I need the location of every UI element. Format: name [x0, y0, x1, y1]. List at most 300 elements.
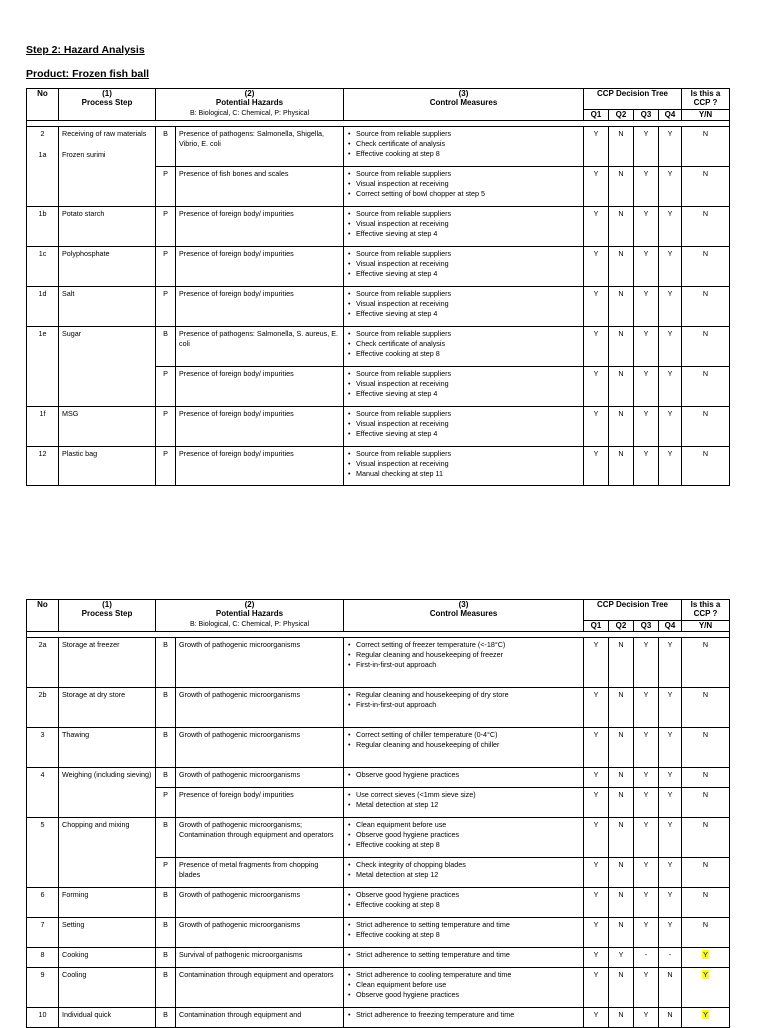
q4-answer: Y	[659, 207, 682, 247]
q4-answer: Y	[659, 818, 682, 858]
q1-answer: Y	[584, 367, 609, 407]
control-item: • Effective cooking at step 8	[347, 149, 580, 159]
is-ccp-answer	[682, 948, 730, 968]
control-item: • Source from reliable suppliers	[347, 249, 580, 259]
ccp-value: Y	[703, 1010, 708, 1020]
hazard-type: B	[156, 728, 176, 768]
step-number: 12	[38, 449, 47, 459]
header-yn: Y/N	[682, 109, 730, 121]
control-item: • Source from reliable suppliers	[347, 369, 580, 379]
q4-answer: Y	[659, 888, 682, 918]
header-is-ccp: Is this a CCP ?	[682, 89, 730, 110]
table-row	[27, 888, 730, 918]
sub-process-step: Frozen surimi	[62, 150, 106, 160]
process-step-cell	[59, 728, 156, 768]
potential-hazard: Presence of foreign body/ impurities	[176, 447, 344, 486]
hazard-type: B	[156, 968, 176, 1008]
q3-answer: Y	[634, 688, 659, 728]
control-list	[347, 690, 580, 709]
control-list	[347, 249, 580, 278]
potential-hazard: Presence of pathogens: Salmonella, Shigella, Vibrio, E. coli	[176, 127, 344, 167]
process-step-cell	[59, 327, 156, 407]
q4-answer: N	[659, 968, 682, 1008]
table-row	[27, 407, 730, 447]
q2-answer: N	[609, 858, 634, 888]
q3-answer: Y	[634, 447, 659, 486]
control-list	[347, 950, 580, 960]
control-item: • Manual checking at step 11	[347, 469, 580, 479]
potential-hazard: Presence of fish bones and scales	[176, 167, 344, 207]
q3-answer: Y	[634, 327, 659, 367]
hazard-type: B	[156, 918, 176, 948]
ccp-value: N	[702, 730, 709, 740]
potential-hazard: Presence of foreign body/ impurities	[176, 367, 344, 407]
step-number-cell	[27, 948, 59, 968]
ccp-value: N	[702, 790, 709, 800]
potential-hazard: Growth of pathogenic microorganisms	[176, 688, 344, 728]
process-step-cell	[59, 127, 156, 207]
ccp-value: N	[702, 409, 709, 419]
potential-hazard: Growth of pathogenic microorganisms	[176, 888, 344, 918]
control-list	[347, 970, 580, 999]
is-ccp-answer	[682, 247, 730, 287]
q3-answer: Y	[634, 167, 659, 207]
table-2-body	[27, 632, 730, 1028]
table-row	[27, 247, 730, 287]
q3-answer: Y	[634, 858, 659, 888]
control-list	[347, 730, 580, 749]
control-item: • Correct setting of freezer temperature (<-18°C)	[347, 640, 580, 650]
ccp-value: N	[702, 449, 709, 459]
q4-answer: Y	[659, 127, 682, 167]
ccp-value: N	[702, 860, 709, 870]
process-step: Receiving of raw materials	[62, 129, 147, 139]
header-process-step: (1) Process Step	[59, 89, 156, 121]
q1-answer: Y	[584, 858, 609, 888]
q1-answer: Y	[584, 768, 609, 788]
ccp-value: N	[702, 169, 709, 179]
control-measures	[344, 688, 584, 728]
control-item: • Effective cooking at step 8	[347, 900, 580, 910]
potential-hazard: Growth of pathogenic microorganisms	[176, 918, 344, 948]
control-measures	[344, 818, 584, 858]
control-item: • Check certificate of analysis	[347, 339, 580, 349]
header-q1: Q1	[584, 620, 609, 632]
hazard-type: P	[156, 858, 176, 888]
step-number: 9	[40, 970, 45, 980]
step-number-cell	[27, 407, 59, 447]
q2-answer: N	[609, 888, 634, 918]
q4-answer: Y	[659, 447, 682, 486]
control-item: • Effective cooking at step 8	[347, 930, 580, 940]
q4-answer: Y	[659, 167, 682, 207]
step-number: 1b	[38, 209, 47, 219]
control-measures	[344, 788, 584, 818]
q4-answer: Y	[659, 768, 682, 788]
hazard-type: B	[156, 888, 176, 918]
header-ccp-decision-tree: CCP Decision Tree	[584, 89, 682, 110]
q4-answer: Y	[659, 287, 682, 327]
process-step-cell	[59, 447, 156, 486]
q2-answer: N	[609, 367, 634, 407]
q4-answer: -	[659, 948, 682, 968]
step-number-cell	[27, 207, 59, 247]
control-measures	[344, 127, 584, 167]
header-control-measures: (3) Control Measures	[344, 89, 584, 121]
q2-answer: N	[609, 287, 634, 327]
q2-answer: N	[609, 447, 634, 486]
is-ccp-answer	[682, 888, 730, 918]
is-ccp-answer	[682, 638, 730, 688]
q4-answer: Y	[659, 407, 682, 447]
control-list	[347, 369, 580, 398]
step-number-cell	[27, 888, 59, 918]
q4-answer: Y	[659, 728, 682, 768]
q3-answer: Y	[634, 888, 659, 918]
sub-step-number: 1a	[38, 150, 47, 160]
control-list	[347, 790, 580, 809]
is-ccp-answer	[682, 167, 730, 207]
process-step: Thawing	[62, 730, 90, 740]
hazard-type: B	[156, 818, 176, 858]
q2-answer: N	[609, 788, 634, 818]
control-measures	[344, 858, 584, 888]
control-list	[347, 820, 580, 849]
q1-answer: Y	[584, 968, 609, 1008]
header-q1: Q1	[584, 109, 609, 121]
ccp-value: N	[702, 690, 709, 700]
q3-answer: Y	[634, 638, 659, 688]
ccp-value: N	[702, 249, 709, 259]
control-measures	[344, 247, 584, 287]
is-ccp-answer	[682, 968, 730, 1008]
process-step: Forming	[62, 890, 89, 900]
step-number: 3	[40, 730, 45, 740]
process-step-cell	[59, 688, 156, 728]
control-item: • Source from reliable suppliers	[347, 289, 580, 299]
ccp-value: N	[702, 770, 709, 780]
process-step: Setting	[62, 920, 85, 930]
control-item: • Metal detection at step 12	[347, 800, 580, 810]
q1-answer: Y	[584, 207, 609, 247]
header-potential-hazards: (2) Potential Hazards B: Biological, C: Chemical, P: Physical	[156, 89, 344, 121]
step-number-cell	[27, 287, 59, 327]
process-step-cell	[59, 247, 156, 287]
control-item: • Visual inspection at receiving	[347, 419, 580, 429]
q2-answer: N	[609, 818, 634, 858]
control-list	[347, 329, 580, 358]
potential-hazard: Presence of foreign body/ impurities	[176, 207, 344, 247]
is-ccp-answer	[682, 1008, 730, 1028]
potential-hazard: Presence of foreign body/ impurities	[176, 407, 344, 447]
control-item: • Source from reliable suppliers	[347, 169, 580, 179]
process-step: Sugar	[62, 329, 82, 339]
control-measures	[344, 948, 584, 968]
q4-answer: Y	[659, 858, 682, 888]
table-row	[27, 918, 730, 948]
table-row	[27, 968, 730, 1008]
hazard-type: B	[156, 768, 176, 788]
control-item: • Use correct sieves (<1mm sieve size)	[347, 790, 580, 800]
process-step: Cooling	[62, 970, 87, 980]
control-item: • Visual inspection at receiving	[347, 259, 580, 269]
process-step-cell	[59, 207, 156, 247]
step-number: 1f	[39, 409, 46, 419]
table-row	[27, 688, 730, 728]
control-measures	[344, 728, 584, 768]
q4-answer: Y	[659, 247, 682, 287]
q1-answer: Y	[584, 1008, 609, 1028]
ccp-value: N	[702, 129, 709, 139]
hazard-type: B	[156, 1008, 176, 1028]
step-number-cell	[27, 818, 59, 888]
is-ccp-answer	[682, 287, 730, 327]
hazard-type: P	[156, 287, 176, 327]
header-yn: Y/N	[682, 620, 730, 632]
control-list	[347, 409, 580, 438]
control-item: • Strict adherence to cooling temperature and time	[347, 970, 580, 980]
step-title: Step 2: Hazard Analysis	[26, 44, 145, 56]
step-number: 1c	[38, 249, 47, 259]
control-measures	[344, 888, 584, 918]
process-step-cell	[59, 968, 156, 1008]
process-step: Plastic bag	[62, 449, 98, 459]
q2-answer: N	[609, 918, 634, 948]
q1-answer: Y	[584, 818, 609, 858]
q1-answer: Y	[584, 287, 609, 327]
table-row	[27, 638, 730, 688]
q2-answer: N	[609, 167, 634, 207]
potential-hazard: Presence of foreign body/ impurities	[176, 788, 344, 818]
q4-answer: Y	[659, 367, 682, 407]
step-number-cell	[27, 447, 59, 486]
process-step: Storage at freezer	[62, 640, 120, 650]
q4-answer: Y	[659, 788, 682, 818]
potential-hazard: Growth of pathogenic microorganisms	[176, 638, 344, 688]
step-number-cell	[27, 768, 59, 818]
hazard-type: P	[156, 207, 176, 247]
process-step-cell	[59, 768, 156, 818]
q1-answer: Y	[584, 167, 609, 207]
control-item: • Source from reliable suppliers	[347, 409, 580, 419]
header-control-measures: (3) Control Measures	[344, 600, 584, 632]
control-item: • Visual inspection at receiving	[347, 299, 580, 309]
process-step: Potato starch	[62, 209, 105, 219]
control-item: • Visual inspection at receiving	[347, 379, 580, 389]
q1-answer: Y	[584, 127, 609, 167]
control-item: • Observe good hygiene practices	[347, 830, 580, 840]
control-item: • Effective sieving at step 4	[347, 229, 580, 239]
process-step-cell	[59, 638, 156, 688]
q4-answer: Y	[659, 638, 682, 688]
ccp-value: N	[702, 329, 709, 339]
q1-answer: Y	[584, 728, 609, 768]
is-ccp-answer	[682, 367, 730, 407]
potential-hazard: Growth of pathogenic microorganisms; Contamination through equipment and operators	[176, 818, 344, 858]
hazard-type: B	[156, 638, 176, 688]
process-step: Storage at dry store	[62, 690, 126, 700]
process-step: Salt	[62, 289, 75, 299]
control-list	[347, 920, 580, 939]
control-item: • Strict adherence to freezing temperature and time	[347, 1010, 580, 1020]
q2-answer: Y	[609, 948, 634, 968]
control-measures	[344, 447, 584, 486]
step-number-cell	[27, 247, 59, 287]
step-number-cell	[27, 638, 59, 688]
control-item: • Correct setting of bowl chopper at step 5	[347, 189, 580, 199]
is-ccp-answer	[682, 127, 730, 167]
header-no: No	[27, 89, 59, 121]
process-step-cell	[59, 918, 156, 948]
q2-answer: N	[609, 327, 634, 367]
hazard-type: P	[156, 447, 176, 486]
control-measures	[344, 367, 584, 407]
control-item: • Regular cleaning and housekeeping of dry store	[347, 690, 580, 700]
process-step-cell	[59, 287, 156, 327]
control-item: • Effective sieving at step 4	[347, 429, 580, 439]
header-is-ccp: Is this a CCP ?	[682, 600, 730, 621]
ccp-value: N	[702, 369, 709, 379]
potential-hazard: Contamination through equipment and operators	[176, 968, 344, 1008]
hazard-type: P	[156, 367, 176, 407]
table-row	[27, 1008, 730, 1028]
control-item: • First-in-first-out approach	[347, 700, 580, 710]
control-item: • Check integrity of chopping blades	[347, 860, 580, 870]
process-step-cell	[59, 948, 156, 968]
q4-answer: Y	[659, 327, 682, 367]
control-item: • Observe good hygiene practices	[347, 890, 580, 900]
is-ccp-answer	[682, 327, 730, 367]
header-no: No	[27, 600, 59, 632]
step-number: 7	[40, 920, 45, 930]
q2-answer: N	[609, 968, 634, 1008]
ccp-value: Y	[703, 970, 708, 980]
q2-answer: N	[609, 407, 634, 447]
control-list	[347, 289, 580, 318]
header-q2: Q2	[609, 620, 634, 632]
process-step: Individual quick	[62, 1010, 112, 1020]
q3-answer: -	[634, 948, 659, 968]
potential-hazard: Contamination through equipment and	[176, 1008, 344, 1028]
q2-answer: N	[609, 1008, 634, 1028]
q2-answer: N	[609, 207, 634, 247]
step-number-cell	[27, 127, 59, 207]
is-ccp-answer	[682, 728, 730, 768]
step-number: 6	[40, 890, 45, 900]
step-number: 1e	[38, 329, 47, 339]
ccp-value: N	[702, 289, 709, 299]
header-q4: Q4	[659, 109, 682, 121]
is-ccp-answer	[682, 407, 730, 447]
control-item: • Observe good hygiene practices	[347, 990, 580, 1000]
control-item: • Visual inspection at receiving	[347, 459, 580, 469]
q1-answer: Y	[584, 688, 609, 728]
q3-answer: Y	[634, 247, 659, 287]
table-row	[27, 207, 730, 247]
control-item: • Effective cooking at step 8	[347, 349, 580, 359]
ccp-value: Y	[703, 950, 708, 960]
ccp-value: N	[702, 820, 709, 830]
control-item: • Regular cleaning and housekeeping of freezer	[347, 650, 580, 660]
hazard-table-1	[26, 88, 730, 486]
potential-hazard: Presence of metal fragments from chopping blades	[176, 858, 344, 888]
header-ccp-decision-tree: CCP Decision Tree	[584, 600, 682, 621]
header-q4: Q4	[659, 620, 682, 632]
step-number-cell	[27, 1008, 59, 1028]
process-step: Chopping and mixing	[62, 820, 130, 830]
potential-hazard: Presence of pathogens: Salmonella, S. aureus, E. coli	[176, 327, 344, 367]
q1-answer: Y	[584, 327, 609, 367]
hazard-type: B	[156, 948, 176, 968]
control-list	[347, 640, 580, 669]
control-measures	[344, 287, 584, 327]
header-q3: Q3	[634, 109, 659, 121]
control-item: • Observe good hygiene practices	[347, 770, 580, 780]
q1-answer: Y	[584, 638, 609, 688]
is-ccp-answer	[682, 688, 730, 728]
q3-answer: Y	[634, 968, 659, 1008]
q2-answer: N	[609, 638, 634, 688]
potential-hazard: Growth of pathogenic microorganisms	[176, 768, 344, 788]
hazard-type: B	[156, 688, 176, 728]
control-item: • Effective sieving at step 4	[347, 309, 580, 319]
hazard-type: P	[156, 407, 176, 447]
control-list	[347, 770, 580, 780]
control-measures	[344, 638, 584, 688]
q1-answer: Y	[584, 447, 609, 486]
process-step: MSG	[62, 409, 79, 419]
q4-answer: Y	[659, 688, 682, 728]
is-ccp-answer	[682, 818, 730, 858]
ccp-value: N	[702, 640, 709, 650]
potential-hazard: Presence of foreign body/ impurities	[176, 287, 344, 327]
table-row	[27, 287, 730, 327]
product-title: Product: Frozen fish ball	[26, 68, 150, 80]
ccp-value: N	[702, 920, 709, 930]
hazard-type: P	[156, 167, 176, 207]
header-process-step: (1) Process Step	[59, 600, 156, 632]
is-ccp-answer	[682, 788, 730, 818]
control-item: • Source from reliable suppliers	[347, 129, 580, 139]
q2-answer: N	[609, 247, 634, 287]
control-measures	[344, 918, 584, 948]
step-number: 4	[40, 770, 45, 780]
control-measures	[344, 327, 584, 367]
hazard-type: B	[156, 127, 176, 167]
control-list	[347, 860, 580, 879]
process-step: Weighing (including sieving)	[62, 770, 152, 780]
header-potential-hazards: (2) Potential Hazards B: Biological, C: Chemical, P: Physical	[156, 600, 344, 632]
q2-answer: N	[609, 768, 634, 788]
table-row	[27, 728, 730, 768]
q3-answer: Y	[634, 768, 659, 788]
step-number-cell	[27, 688, 59, 728]
q3-answer: Y	[634, 367, 659, 407]
q2-answer: N	[609, 728, 634, 768]
step-number: 2a	[38, 640, 47, 650]
control-list	[347, 209, 580, 238]
is-ccp-answer	[682, 768, 730, 788]
is-ccp-answer	[682, 858, 730, 888]
q4-answer: N	[659, 1008, 682, 1028]
control-item: • Strict adherence to setting temperature and time	[347, 950, 580, 960]
q2-answer: N	[609, 127, 634, 167]
step-number: 2b	[38, 690, 47, 700]
control-item: • Source from reliable suppliers	[347, 329, 580, 339]
control-measures	[344, 768, 584, 788]
control-list	[347, 129, 580, 158]
control-item: • Effective sieving at step 4	[347, 389, 580, 399]
